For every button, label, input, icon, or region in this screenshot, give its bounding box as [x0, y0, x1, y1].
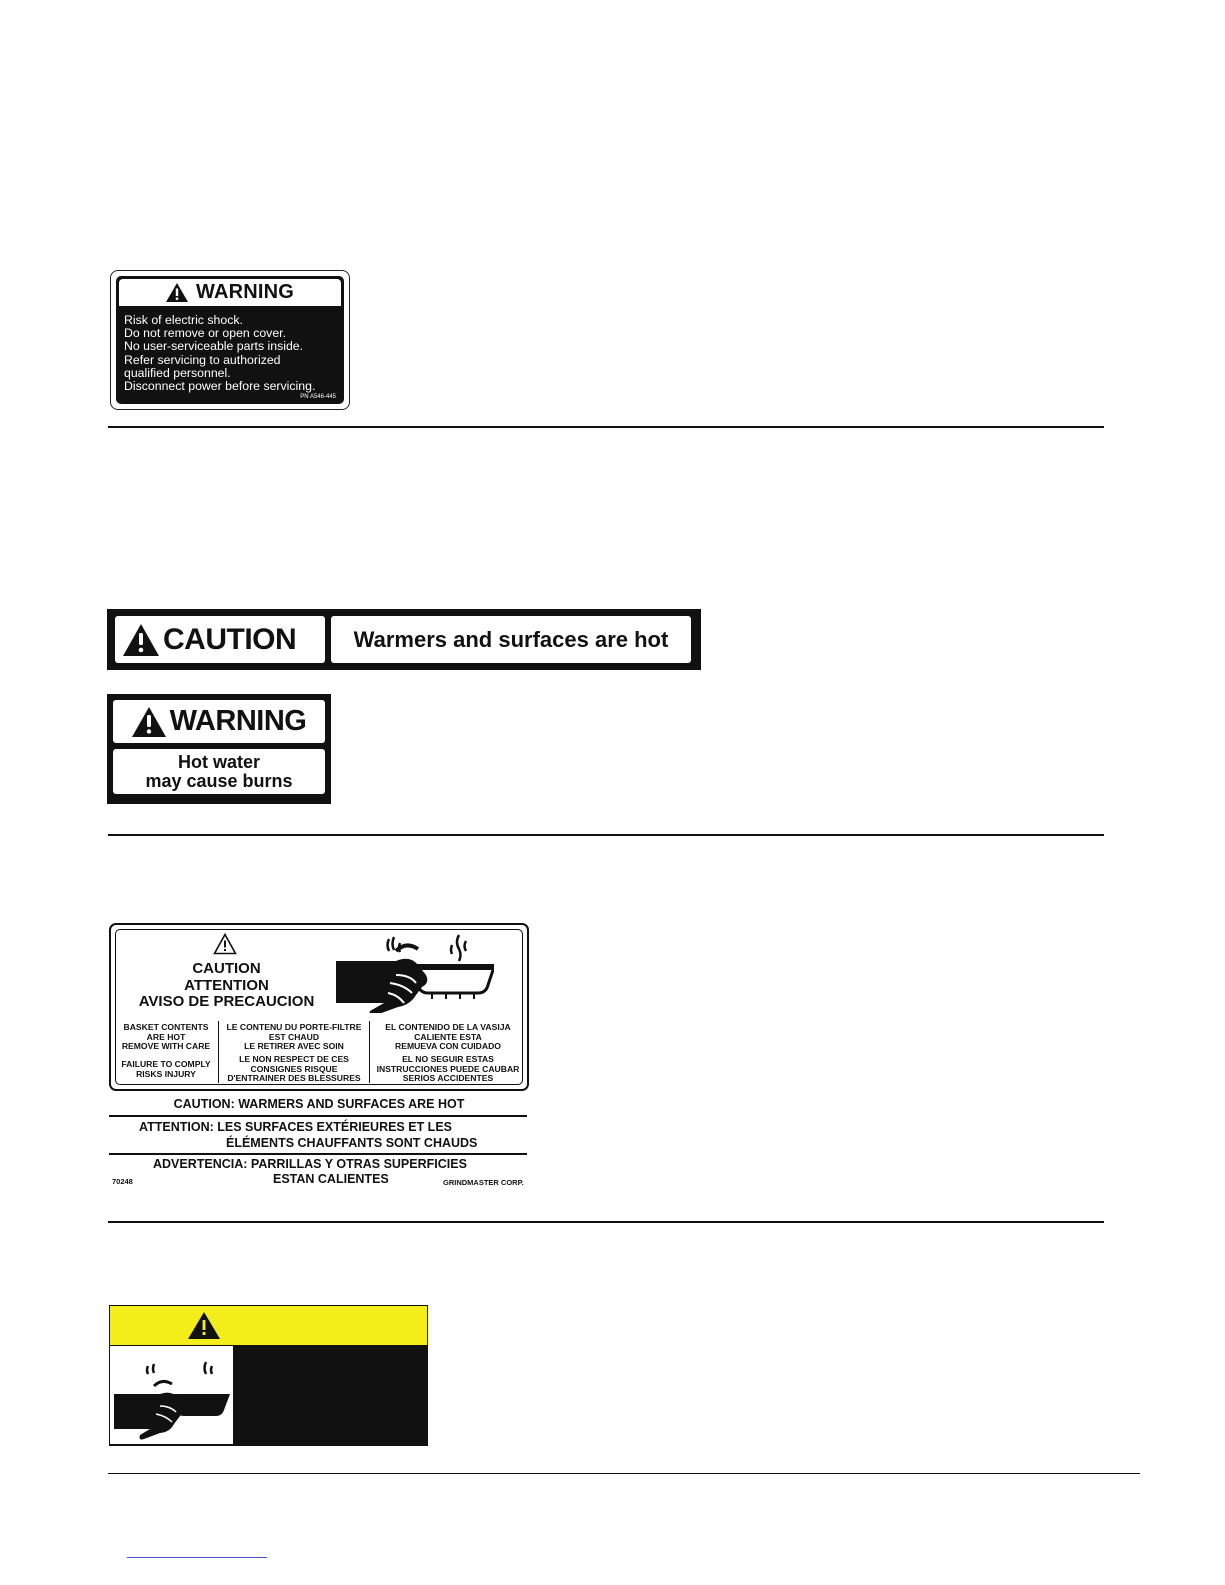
- section-divider: [108, 1221, 1104, 1223]
- part-number: PN A546-445: [300, 394, 336, 400]
- warning-triangle-icon: [188, 1312, 220, 1339]
- page-underline: [127, 1557, 267, 1558]
- label-text: Risk of electric shock. Do not remove or open cover. No user-serviceable parts inside. Refer servicing to authorized qualified personnel. Disconnect power before servicing.: [124, 313, 316, 394]
- heading-en: CAUTION: [192, 960, 261, 977]
- strip-line-fr: ÉLÉMENTS CHAUFFANTS SONT CHAUDS: [226, 1136, 478, 1150]
- heading-fr: ATTENTION: [184, 977, 269, 994]
- strip-divider: [109, 1153, 527, 1155]
- section-divider: [108, 834, 1104, 836]
- section-divider: [108, 426, 1104, 428]
- column-divider: [369, 1021, 370, 1083]
- label-heading: CAUTION: [163, 622, 297, 656]
- strip-divider: [109, 1115, 527, 1117]
- instruction-en: BASKET CONTENTS ARE HOT REMOVE WITH CARE: [121, 1022, 211, 1052]
- instruction-en: FAILURE TO COMPLY RISKS INJURY: [121, 1059, 211, 1079]
- column-divider: [218, 1021, 219, 1083]
- hot-water-warning-label: [107, 694, 331, 804]
- trilingual-caution-label: [109, 923, 529, 1191]
- yellow-hot-basket-label: [109, 1305, 428, 1446]
- label-line: Hot water: [177, 751, 260, 772]
- label-heading: WARNING: [169, 705, 307, 737]
- manufacturer: GRINDMASTER CORP.: [443, 1178, 524, 1187]
- label-message: Warmers and surfaces are hot: [353, 626, 669, 652]
- instruction-es: EL NO SEGUIR ESTAS INSTRUCCIONES PUEDE CAUBAR SERIOS ACCIDENTES: [376, 1054, 520, 1084]
- hot-basket-hand-icon: [334, 931, 494, 1013]
- part-number: 70248: [112, 1177, 133, 1186]
- instruction-es: EL CONTENIDO DE LA VASIJA CALIENTE ESTA REMUEVA CON CUIDADO: [385, 1022, 511, 1052]
- warning-triangle-icon: [132, 707, 166, 737]
- caution-hot-surfaces-label: [107, 609, 701, 670]
- strip-line-en: CAUTION: WARMERS AND SURFACES ARE HOT: [173, 1097, 465, 1111]
- strip-line-fr: ATTENTION: LES SURFACES EXTÉRIEURES ET LES: [139, 1120, 452, 1134]
- strip-line-es: ESTAN CALIENTES: [273, 1172, 389, 1186]
- instruction-fr: LE NON RESPECT DE CES CONSIGNES RISQUE D'ENTRAINER DES BLESSURES: [227, 1054, 361, 1084]
- warning-triangle-icon: [166, 283, 188, 302]
- heading-es: AVISO DE PRECAUCION: [138, 993, 315, 1010]
- electric-shock-warning-label: [110, 270, 350, 410]
- caution-triangle-icon: [213, 933, 237, 955]
- section-divider: [108, 1473, 1140, 1474]
- label-heading: WARNING: [195, 281, 295, 303]
- warning-triangle-icon: [123, 624, 159, 656]
- label-line: may cause burns: [145, 770, 293, 791]
- strip-line-es: ADVERTENCIA: PARRILLAS Y OTRAS SUPERFICIES: [153, 1157, 467, 1171]
- instruction-fr: LE CONTENU DU PORTE-FILTRE EST CHAUD LE RETIRER AVEC SOIN: [226, 1022, 362, 1052]
- hot-basket-hand-icon: [110, 1346, 233, 1444]
